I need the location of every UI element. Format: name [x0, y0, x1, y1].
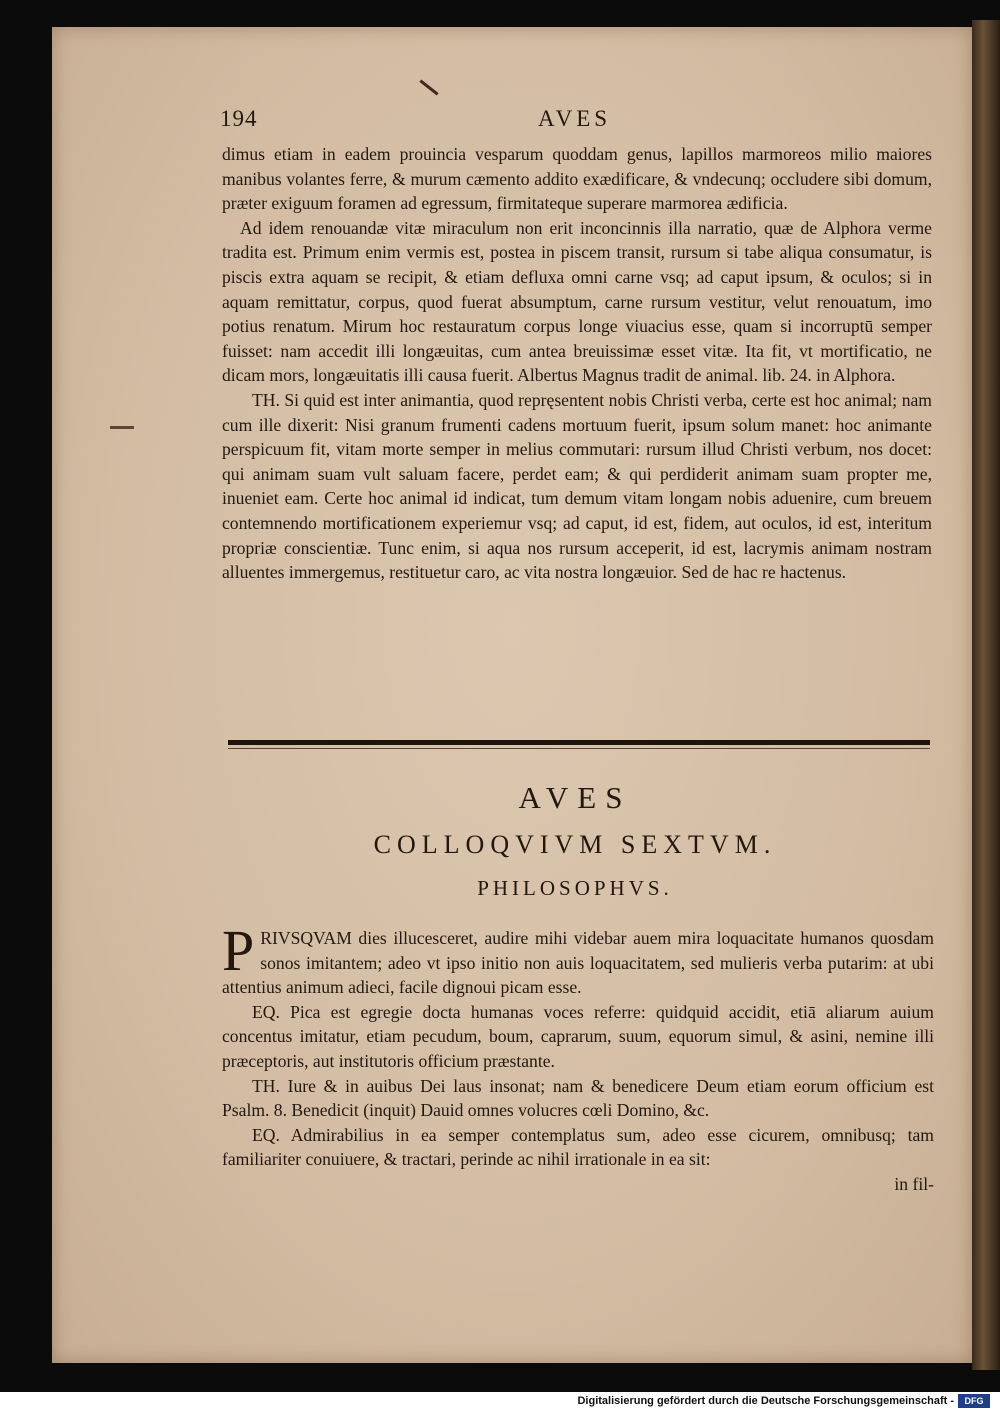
page-number: 194: [220, 106, 258, 131]
footer-credit: Digitalisierung gefördert durch die Deutsche Forschungsgemeinschaft -: [577, 1395, 954, 1407]
dfg-logo: DFG: [958, 1394, 990, 1408]
paragraph: EQ. Pica est egregie docta humanas voces referre: quidquid accidit, etiā aliarum auium concentus imitatur, etiam pecudum, boum, caprarum, suum, equorum simul, & asini, nemine illi præceptoris, aut institutoris officium præstante.: [222, 1001, 934, 1071]
section-divider-thin: [228, 748, 930, 749]
section-subtitle: COLLOQVIVM SEXTVM.: [373, 830, 777, 859]
paragraph: Ad idem renouandæ vitæ miraculum non erit inconcinnis illa narratio, quæ de Alphora verme tradita est. Primum enim vermis est, postea in piscem transit, rursum si tabe aliqua consumatur, is piscis extra aquam se recipit, & etiam defluxa omni carne vsq; ad caput ipsum, & oculos; si in aquam remittatur, corpus, quod fuerat absumptum, carne rursum vestitur, velut renouatum, imo potius renatum. Mirum hoc restauratum corpus longe viuacius esse, quam si incorruptū semper fuisset: nam accedit illi longæuitas, cum antea breuissimæ esset vitæ. Ita fit, vt mortificatio, ne dicam mors, longæuitatis illi causa fuerit. Albertus Magnus tradit de animal. lib. 24. in Alphora.: [222, 217, 932, 386]
running-title: AVES: [538, 106, 612, 131]
paragraph: EQ. Admirabilius in ea semper contemplatus sum, adeo esse cicurem, omnibusq; tam familiariter conuiuere, & tractari, perinde ac nihil irrationale in ea sit:: [222, 1124, 934, 1170]
body-text: [222, 142, 932, 585]
drop-cap: P: [222, 918, 255, 983]
section-divider: [228, 740, 930, 745]
margin-mark: [110, 426, 134, 429]
paragraph: dimus etiam in eadem prouincia vesparum quoddam genus, lapillos marmoreos milio maiores manibus volantes ferre, & murum cæmento addito exædificare, & vndecunq; occludere sibi domum, præter exiguum foramen ad egressum, firmitateque superare marmorea ædificia.: [222, 144, 932, 214]
section-text: [222, 918, 934, 1197]
book-edge: [972, 20, 1000, 1370]
paragraph: TH. Iure & in auibus Dei laus insonat; nam & benedicere Deum etiam eorum officium est Psalm. 8. Benedicit (inquit) Dauid omnes volucres cœli Domino, &c.: [222, 1075, 934, 1121]
paragraph-text: RIVSQVAM dies illucesceret, audire mihi videbar auem mira loquacitate humanos quosdam sonos imitantem; adeo vt ipso initio non auis loquacitatem, sed mulieris verba putarim: at ubi attentius animum adieci, facile dignoui picam esse.: [222, 928, 934, 998]
speaker-heading: PHILOSOPHVS.: [477, 876, 673, 900]
catchword: in fil-: [894, 1173, 934, 1194]
paragraph: TH. Si quid est inter animantia, quod repręsentent nobis Christi verba, certe est hoc animal; nam cum ille dixerit: Nisi granum frumenti cadens mortuum fuerit, ipsum solum manet: hoc animante perspicuum fit, vitam morte semper in melius commutari: rursum illud Christi verbum, nos docet: qui animam suam vult saluam facere, perdet eam; & qui perdiderit animam suam propter me, inueniet eam. Certe hoc animal id indicat, tum demum vitam longam nobis aduenire, cum breuem contemnendo mortificationem experiemur vsq; ad caput, id est, fidem, aut oculos, id est, interitum propriæ conscientiæ. Tunc enim, si aqua nos rursum acceperit, id est, lacrymis animam nostram alluentes immergemus, restituetur caro, ac vita nostra longæuior. Sed de hac re hactenus.: [222, 389, 932, 583]
section-title: AVES: [518, 780, 632, 815]
paragraph: [222, 918, 934, 1000]
